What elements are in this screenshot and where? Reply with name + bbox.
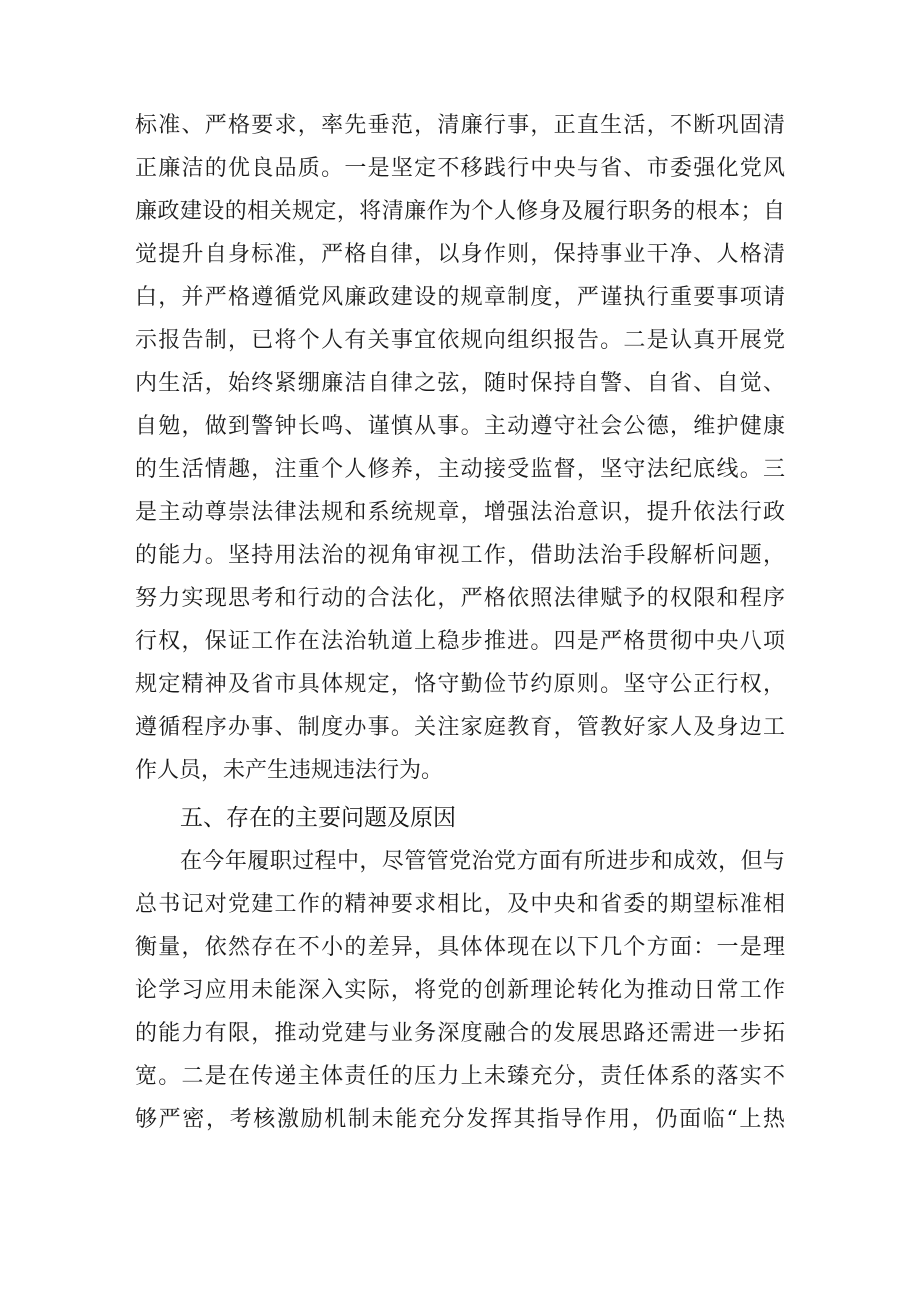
- paragraph-line: 作人员，未产生违规违法行为。: [135, 758, 444, 783]
- paragraph-line: 论学习应用未能深入实际，将党的创新理论转化为推动日常工作: [135, 978, 785, 1003]
- paragraph-line: 总书记对党建工作的精神要求相比，及中央和省委的期望标准相: [135, 892, 785, 917]
- paragraph-line: 标准、严格要求，率先垂范，清廉行事，正直生活，不断巩固清: [135, 113, 785, 138]
- paragraph-line: 在今年履职过程中，尽管管党治党方面有所进步和成效，但与: [180, 849, 785, 874]
- paragraph-line: 努力实现思考和行动的合法化，严格依照法律赋予的权限和程序: [135, 586, 785, 611]
- paragraph-line: 廉政建设的相关规定，将清廉作为个人修身及履行职务的根本；自: [135, 199, 785, 224]
- paragraph-line: 白，并严格遵循党风廉政建设的规章制度，严谨执行重要事项请: [135, 285, 785, 310]
- paragraph-line: 宽。二是在传递主体责任的压力上未臻充分，责任体系的落实不: [135, 1064, 785, 1089]
- paragraph-line: 自勉，做到警钟长鸣、谨慎从事。主动遵守社会公德，维护健康: [135, 414, 785, 439]
- paragraph-line: 衡量，依然存在不小的差异，具体体现在以下几个方面：一是理: [135, 935, 785, 960]
- section-heading: 五、存在的主要问题及原因: [180, 805, 456, 831]
- paragraph-line: 的生活情趣，注重个人修养，主动接受监督，坚守法纪底线。三: [135, 457, 785, 482]
- paragraph-line: 示报告制，已将个人有关事宜依规向组织报告。二是认真开展党: [135, 328, 785, 353]
- paragraph-line: 正廉洁的优良品质。一是坚定不移践行中央与省、市委强化党风: [135, 156, 785, 181]
- paragraph-line: 觉提升自身标准，严格自律，以身作则，保持事业干净、人格清: [135, 242, 785, 267]
- paragraph-line: 规定精神及省市具体规定，恪守勤俭节约原则。坚守公正行权，: [135, 672, 785, 697]
- paragraph-line: 遵循程序办事、制度办事。关注家庭教育，管教好家人及身边工: [135, 715, 785, 740]
- paragraph-line: 是主动尊崇法律法规和系统规章，增强法治意识，提升依法行政: [135, 500, 785, 525]
- paragraph-line: 的能力有限，推动党建与业务深度融合的发展思路还需进一步拓: [135, 1021, 785, 1046]
- paragraph-line: 内生活，始终紧绷廉洁自律之弦，随时保持自警、自省、自觉、: [135, 371, 785, 396]
- paragraph-line: 的能力。坚持用法治的视角审视工作，借助法治手段解析问题，: [135, 543, 785, 568]
- paragraph-line: 行权，保证工作在法治轨道上稳步推进。四是严格贯彻中央八项: [135, 629, 785, 654]
- paragraph-line: 够严密，考核激励机制未能充分发挥其指导作用，仍面临“上热: [135, 1107, 785, 1132]
